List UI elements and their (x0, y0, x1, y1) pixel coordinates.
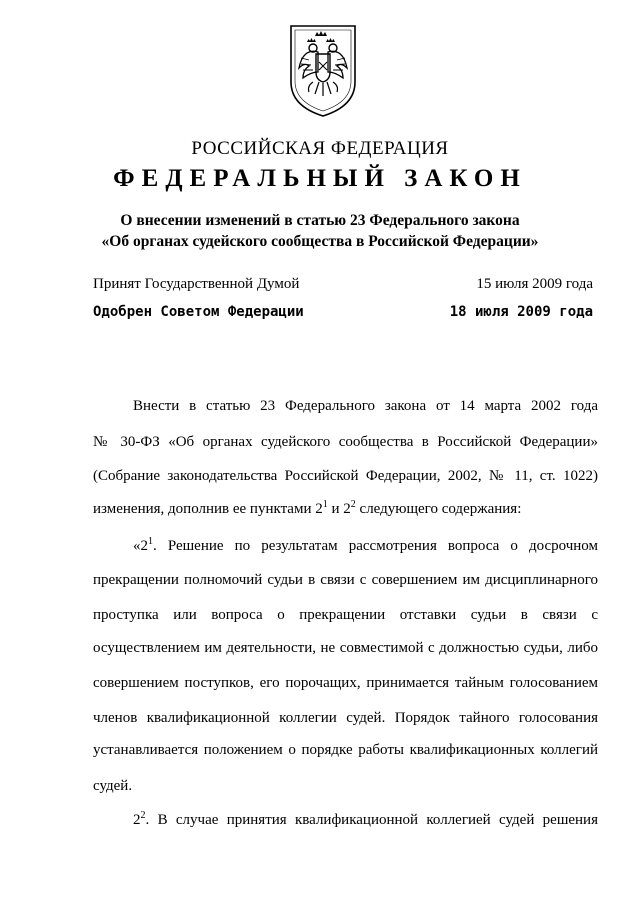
superscript: 1 (148, 536, 153, 547)
body-text: «2 (133, 538, 148, 554)
duma-label: Принят Государственной Думой (93, 276, 300, 292)
council-label: Одобрен Советом Федерации (93, 304, 304, 320)
body-line: Внести в статью 23 Федерального закона от 14 марта 2002 года (133, 398, 598, 414)
body-text: . В случае принятия квалификационной коллегией судей решения (145, 812, 598, 828)
body-line: № 30-ФЗ «Об органах судейского сообщества в Российской Федерации» (93, 434, 598, 450)
body-line: совершением поступков, его порочащих, принимается тайным голосованием (93, 675, 598, 691)
superscript: 1 (322, 499, 328, 510)
body-text: и 2 (327, 501, 351, 517)
body-line: устанавливается положением о порядке работы квалификационных коллегий (93, 742, 598, 758)
council-approval-row (93, 304, 593, 324)
body-text: изменения, дополнив ее пунктами 2 (93, 501, 323, 517)
body-line (133, 812, 598, 832)
body-line: членов квалификационной коллегии судей. Порядок тайного голосования (93, 710, 598, 726)
body-line: проступка или вопроса о прекращении отставки судьи в связи с (93, 607, 598, 623)
body-line: прекращении полномочий судьи в связи с совершением им дисциплинарного (93, 572, 598, 588)
council-date: 18 июля 2009 года (449, 304, 593, 320)
law-type-heading: ФЕДЕРАЛЬНЫЙ ЗАКОН (113, 165, 527, 192)
superscript: 2 (350, 499, 356, 510)
duma-date: 15 июля 2009 года (476, 276, 593, 292)
body-line: осуществлением им деятельности, не совместимой с должностью судьи, либо (93, 640, 598, 656)
superscript: 2 (140, 810, 146, 821)
law-title-line: «Об органах судейского сообщества в Российской Федерации» (101, 233, 539, 250)
body-text: следующего содержания: (355, 501, 522, 517)
law-title-line: О внесении изменений в статью 23 Федерального закона (120, 212, 520, 229)
coat-of-arms-icon (285, 22, 361, 118)
body-line: судей. (93, 778, 133, 794)
law-title (60, 210, 580, 252)
body-line: (Собрание законодательства Российской Федерации, 2002, № 11, ст. 1022) (93, 468, 598, 484)
duma-adoption-row (93, 276, 593, 296)
body-text: . Решение по результатам рассмотрения вопроса о досрочном (153, 538, 598, 554)
body-line (133, 538, 598, 558)
country-heading: РОССИЙСКАЯ ФЕДЕРАЦИЯ (191, 138, 449, 159)
body-line (93, 501, 598, 521)
body-text: 2 (133, 812, 141, 828)
